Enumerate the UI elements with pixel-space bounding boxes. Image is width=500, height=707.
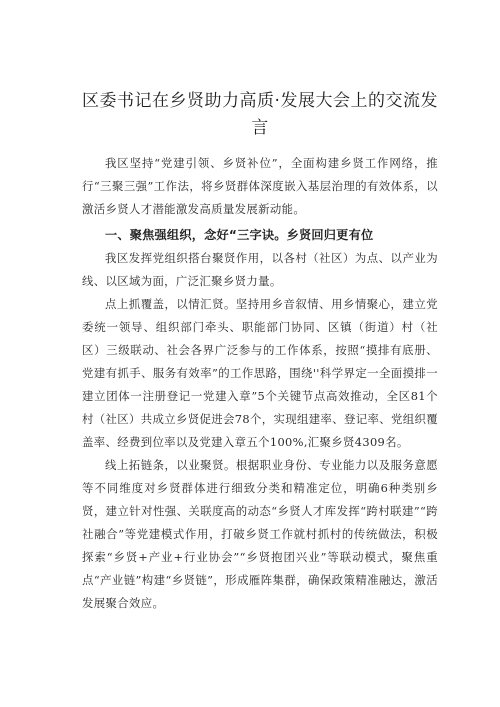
section-paragraph-2: 点上抓覆盖，以情汇贤。坚持用乡音叙情、用乡情聚心，建立党委统一领导、组织部门牵头、职能部门协同、区镇（街道）村（社区）三级联动、社会各界广泛参与的工作体系，按照“摸排有底册、党建有抓手、服务有效率”的工作思路，围绕''科学界定一全面摸排一建立团体一注册登记一党建入章”5个关键节点高效推动，全区81个村（社区）共成立乡贤促进会78个，实现组建率、登记率、党组织覆盖率、经费到位率以及党建入章五个100%,汇聚乡贤4309名。 (82, 297, 438, 449)
intro-paragraph: 我区坚持“党建引领、乡贤补位”，全面构建乡贤工作网络，推行“三聚三强”工作法，将乡贤群体深度嵌入基层治理的有效体系，以激活乡贤人才潜能激发高质量发展新动能。 (82, 156, 438, 216)
section-heading: 一、聚焦强组织，念好“三字诀。乡贤回归更有位 (105, 228, 374, 242)
document-title: 区委书记在乡贤助力高质·发展大会上的交流发言 (82, 91, 438, 138)
section-paragraph-1: 我区发挥党组织搭台聚贤作用，以各村（社区）为点、以产业为线、以区域为面，广泛汇聚乡贤力量。 (82, 251, 438, 288)
section-paragraph-3: 线上拓链条，以业聚贤。根据职业身份、专业能力以及服务意愿等不同维度对乡贤群体进行细致分类和精准定位，明确6种类别乡贤，建立针对性强、关联度高的动态“乡贤人才库发挥“跨村联建”“跨社融合”等党建模式作用，打破乡贤工作就村抓村的传统做法，积极探索“乡贤+产业+行业协会”“乡贤抱团兴业”等联动模式，聚焦重点“产业链”构建“乡贤链”，形成雁阵集群，确保政策精准融达，激活发展聚合效应。 (82, 458, 438, 610)
